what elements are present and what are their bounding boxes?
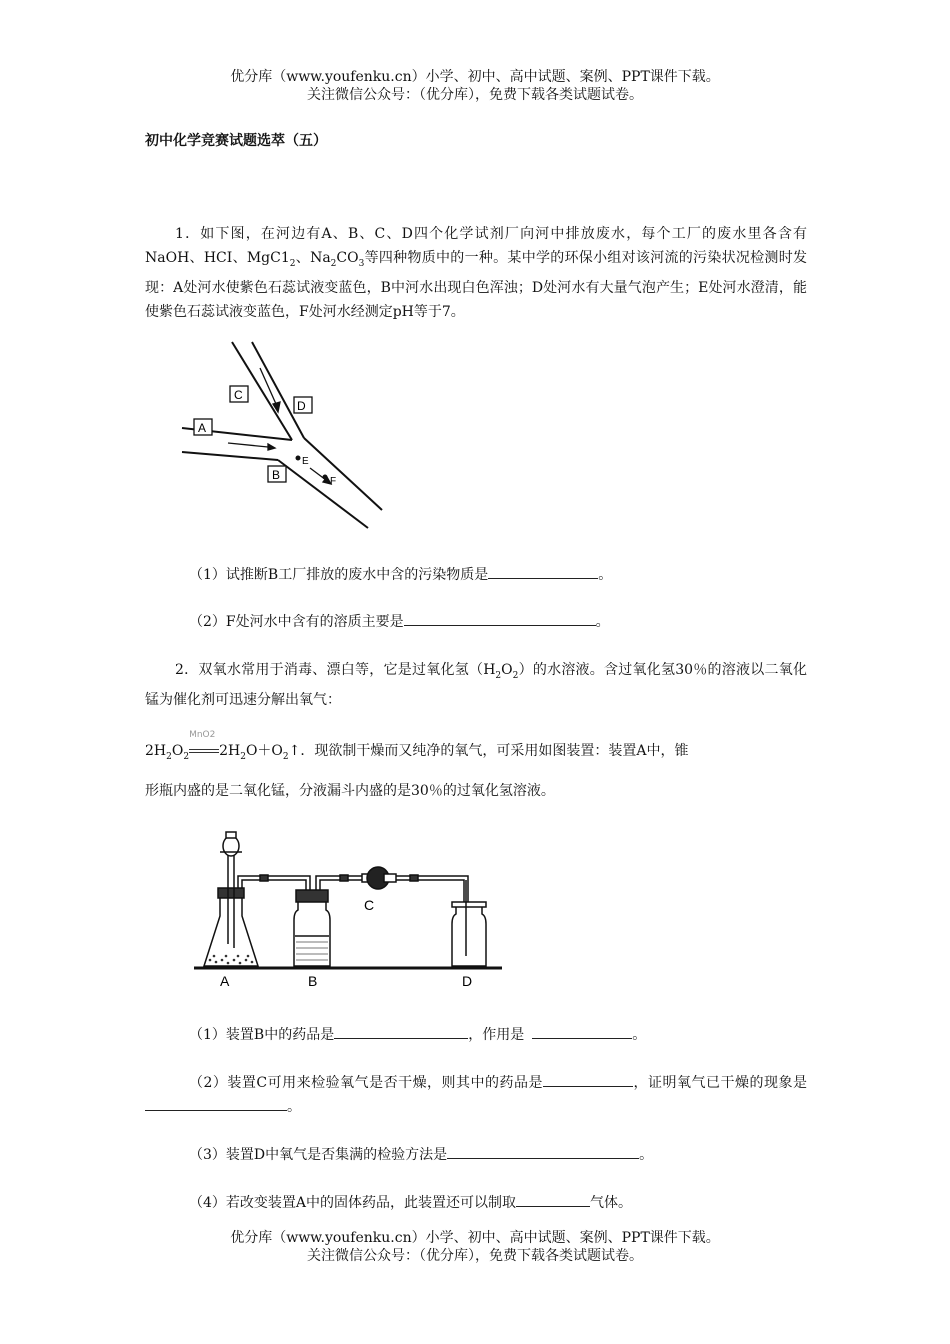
- question-1-stem: [145, 222, 807, 324]
- label-f: F: [330, 476, 337, 487]
- eq-part: ↑．现欲制干燥而又纯净的氧气，可采用如图装置：装置A中，锥: [288, 743, 689, 759]
- label-a: A: [198, 421, 207, 435]
- answer-blank[interactable]: [145, 1096, 287, 1111]
- q1-subscript: 2: [330, 258, 337, 269]
- q2-sub2-text: 燥的现象是: [735, 1075, 808, 1091]
- eq-subscript: 2: [166, 751, 172, 762]
- q2-stem-line-2: 形瓶内盛的是二氧化锰，分液漏斗内盛的是30％的过氧化氢溶液。: [145, 783, 555, 799]
- q2-sub1-end: 。: [632, 1027, 647, 1043]
- q1-stem-part: 、Na: [295, 250, 331, 266]
- label-apparatus-a: A: [220, 973, 230, 989]
- q2-sub-question-4: [145, 1192, 807, 1214]
- header-line-2: 关注微信公众号：（优分库），免费下载各类试题试卷。: [307, 87, 643, 103]
- river-diagram: [180, 340, 390, 540]
- label-apparatus-c: C: [364, 897, 375, 913]
- answer-blank[interactable]: [404, 611, 596, 626]
- label-c: C: [234, 388, 243, 402]
- label-d: D: [297, 399, 306, 413]
- q2-sub4-text: 气体。: [590, 1195, 633, 1211]
- equation-arrow: [189, 730, 219, 762]
- eq-part: 2H: [219, 743, 241, 759]
- q2-sub3-text: （3）装置D中氧气是否集满的检验方法是: [189, 1147, 448, 1163]
- label-apparatus-b: B: [308, 973, 318, 989]
- point-f-marker: [323, 475, 328, 480]
- q1-sub1-end: 。: [598, 567, 613, 583]
- footer-line-2: 关注微信公众号：（优分库），免费下载各类试题试卷。: [307, 1248, 643, 1264]
- answer-blank[interactable]: [334, 1024, 468, 1039]
- q2-sub-question-1: [145, 1024, 807, 1046]
- answer-blank[interactable]: [516, 1192, 590, 1207]
- answer-blank[interactable]: [532, 1024, 632, 1039]
- q1-stem-part: 1．如下图，在河边有A、B、C、D四个化学试剂厂向河中排放废水，每个工厂的废水里各含有NaOH、HCI、MgC1: [145, 226, 807, 266]
- q2-stem-part: O: [501, 662, 513, 678]
- q2-sub2-text: ，证明氧气已干: [633, 1075, 736, 1091]
- footer-line-1: 优分库（www.youfenku.cn）小学、初中、高中试题、案例、PPT课件下载。: [230, 1230, 720, 1246]
- q1-sub-question-2: [145, 611, 807, 633]
- q2-sub-question-2: [145, 1071, 807, 1119]
- page-title: 初中化学竞赛试题选萃（五）: [145, 133, 327, 149]
- page-footer: [0, 1229, 950, 1265]
- point-e-marker: [296, 456, 301, 461]
- q1-subscript: 3: [358, 258, 365, 269]
- q2-stem-part: 2．双氧水常用于消毒、漂白等，它是过氧化氢（H: [175, 662, 496, 678]
- q2-sub2-text: （2）装置C可用来检验氧气是否干燥，则其中的药品是: [189, 1075, 544, 1091]
- eq-subscript: 2: [240, 751, 246, 762]
- q2-sub-question-3: [145, 1144, 807, 1166]
- page-header: [0, 68, 950, 104]
- q1-stem-part: 等四种物质中的一种。某中学的环保小组对该河流的污染状况检测时发现：A处河水使紫色石蕊试液变蓝色，B中河水出现白色浑浊；D处河水有大量气泡产生；E处河水澄清，能使紫色石蕊试液变蓝色，F处河水经测定pH等于7。: [145, 250, 807, 320]
- q2-sub1-text: （1）装置B中的药品是: [189, 1027, 335, 1043]
- label-b: B: [272, 468, 281, 482]
- q1-stem-part: CO: [336, 250, 359, 266]
- eq-part: O＋O: [245, 743, 283, 759]
- label-e: E: [302, 456, 309, 467]
- oxygen-apparatus-diagram: [190, 824, 512, 994]
- q1-sub2-end: 。: [595, 614, 610, 630]
- q2-subscript: 2: [512, 670, 519, 681]
- equals-bar: [189, 749, 219, 753]
- label-apparatus-d: D: [462, 973, 473, 989]
- q1-subscript: 2: [289, 258, 296, 269]
- q2-sub1-text: ，作用是: [468, 1027, 525, 1043]
- answer-blank[interactable]: [447, 1144, 639, 1159]
- eq-part: O: [171, 743, 184, 759]
- q2-subscript: 2: [495, 670, 502, 681]
- q2-sub3-end: 。: [639, 1147, 654, 1163]
- answer-blank[interactable]: [488, 564, 598, 579]
- eq-subscript: 2: [183, 751, 190, 762]
- eq-subscript: 2: [282, 751, 289, 762]
- q2-sub2-end: 。: [287, 1099, 301, 1115]
- q1-sub2-text: （2）F处河水中含有的溶质主要是: [189, 614, 404, 630]
- q2-stem-part: ）的水溶液。含过氧化氢30％的溶液以二氧化锰为催化剂可迅速分解出氧气：: [145, 662, 807, 708]
- q2-equation-line: [145, 730, 807, 768]
- q1-sub1-text: （1）试推断B工厂排放的废水中含的污染物质是: [189, 567, 489, 583]
- catalyst-label: MnO2: [189, 730, 216, 740]
- question-2-stem: [145, 658, 807, 712]
- q1-sub-question-1: [145, 564, 807, 586]
- answer-blank[interactable]: [543, 1072, 633, 1087]
- eq-part: 2H: [145, 743, 167, 759]
- q2-sub4-text: （4）若改变装置A中的固体药品，此装置还可以制取: [189, 1195, 517, 1211]
- header-line-1: 优分库（www.youfenku.cn）小学、初中、高中试题、案例、PPT课件下载。: [230, 69, 720, 85]
